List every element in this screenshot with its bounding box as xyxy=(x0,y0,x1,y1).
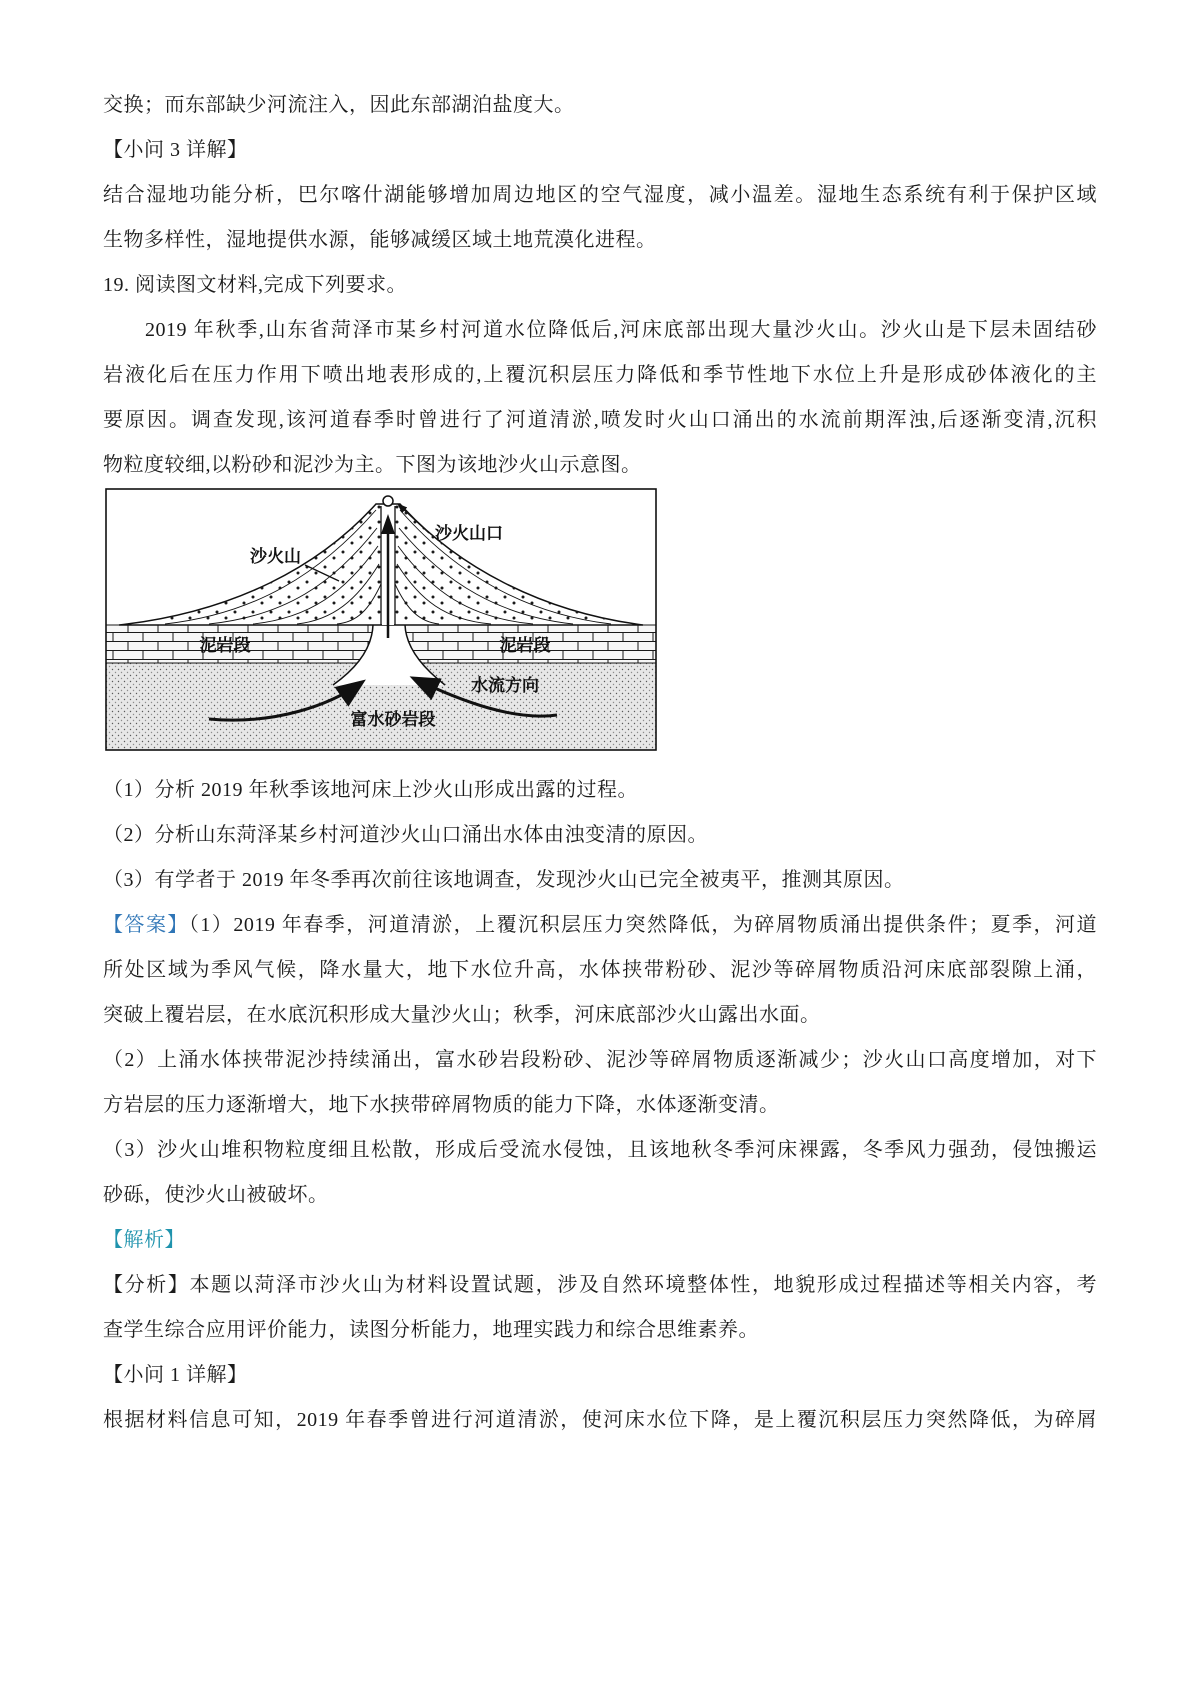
answer-line: 所处区域为季风气候，降水量大，地下水位升高，水体挟带粉砂、泥沙等碎屑物质沿河床底部裂隙上涌， xyxy=(103,959,1097,981)
vent-label: 沙火山口 xyxy=(435,524,503,543)
answer-line: 方岩层的压力逐渐增大，地下水挟带碎屑物质的能力下降，水体逐渐变清。 xyxy=(103,1094,780,1116)
material-paragraph-line: 岩液化后在压力作用下喷出地表形成的,上覆沉积层压力降低和季节性地下水位上升是形成砂体液化的主 xyxy=(103,364,1097,386)
sub-question-3-heading: 【小问 3 详解】 xyxy=(103,139,248,161)
analysis-line xyxy=(103,1263,1097,1308)
analysis-line: 查学生综合应用评价能力，读图分析能力，地理实践力和综合思维素养。 xyxy=(103,1319,759,1341)
answer-line: 砂砾，使沙火山被破坏。 xyxy=(103,1184,329,1206)
sand-volcano-figure xyxy=(105,488,657,751)
analysis-heading-label: 【解析】 xyxy=(103,1229,185,1251)
answer-line: （2）上涌水体挟带泥沙持续涌出，富水砂岩段粉砂、泥沙等碎屑物质逐渐减少；沙火山口高度增加，对下 xyxy=(103,1049,1097,1071)
answer-line: （3）沙火山堆积物粒度细且松散，形成后受流水侵蚀，且该地秋冬季河床裸露，冬季风力强劲，侵蚀搬运 xyxy=(103,1139,1097,1161)
answer-line xyxy=(103,903,1097,948)
mudstone-left-label: 泥岩段 xyxy=(199,636,251,655)
question-19-heading: 19. 阅读图文材料,完成下列要求。 xyxy=(103,274,407,296)
flow-direction-label: 水流方向 xyxy=(471,676,539,695)
question-item-3: （3）有学者于 2019 年冬季再次前往该地调查，发现沙火山已完全被夷平，推测其原因。 xyxy=(103,869,905,891)
paragraph-line: 交换；而东部缺少河流注入，因此东部湖泊盐度大。 xyxy=(103,94,575,116)
analysis-heading xyxy=(103,1218,1097,1263)
analysis-label: 【分析】 xyxy=(103,1274,190,1296)
question-item-1: （1）分析 2019 年秋季该地河床上沙火山形成出露的过程。 xyxy=(103,779,638,801)
paragraph-line: 生物多样性，湿地提供水源，能够减缓区域土地荒漠化进程。 xyxy=(103,229,657,251)
material-paragraph-line: 2019 年秋季,山东省菏泽市某乡村河道水位降低后,河床底部出现大量沙火山。沙火山是下层未固结砂 xyxy=(145,319,1097,341)
answer-label: 【答案】 xyxy=(103,914,189,936)
answer-line: 突破上覆岩层，在水底沉积形成大量沙火山；秋季，河床底部沙火山露出水面。 xyxy=(103,1004,821,1026)
volcano-label: 沙火山 xyxy=(250,547,301,566)
mudstone-right-label: 泥岩段 xyxy=(499,636,551,655)
question-item-2: （2）分析山东菏泽某乡村河道沙火山口涌出水体由浊变清的原因。 xyxy=(103,824,708,846)
crater-circle xyxy=(383,496,393,506)
material-paragraph-line: 物粒度较细,以粉砂和泥沙为主。下图为该地沙火山示意图。 xyxy=(103,454,642,476)
answer-text: （1）2019 年春季，河道清淤，上覆沉积层压力突然降低，为碎屑物质涌出提供条件；夏季，河道 xyxy=(188,914,1098,936)
sub-question-1-heading: 【小问 1 详解】 xyxy=(103,1364,248,1386)
material-paragraph-line: 要原因。调查发现,该河道春季时曾进行了河道清淤,喷发时火山口涌出的水流前期浑浊,后逐渐变清,沉积 xyxy=(103,409,1097,431)
explanation-line: 根据材料信息可知，2019 年春季曾进行河道清淤，使河床水位下降，是上覆沉积层压力突然降低，为碎屑 xyxy=(103,1409,1097,1431)
aquifer-label: 富水砂岩段 xyxy=(350,710,436,729)
analysis-text: 本题以菏泽市沙火山为材料设置试题，涉及自然环境整体性，地貌形成过程描述等相关内容，考 xyxy=(189,1274,1098,1296)
paragraph-line: 结合湿地功能分析，巴尔喀什湖能够增加周边地区的空气湿度，减小温差。湿地生态系统有利于保护区域 xyxy=(103,184,1097,206)
